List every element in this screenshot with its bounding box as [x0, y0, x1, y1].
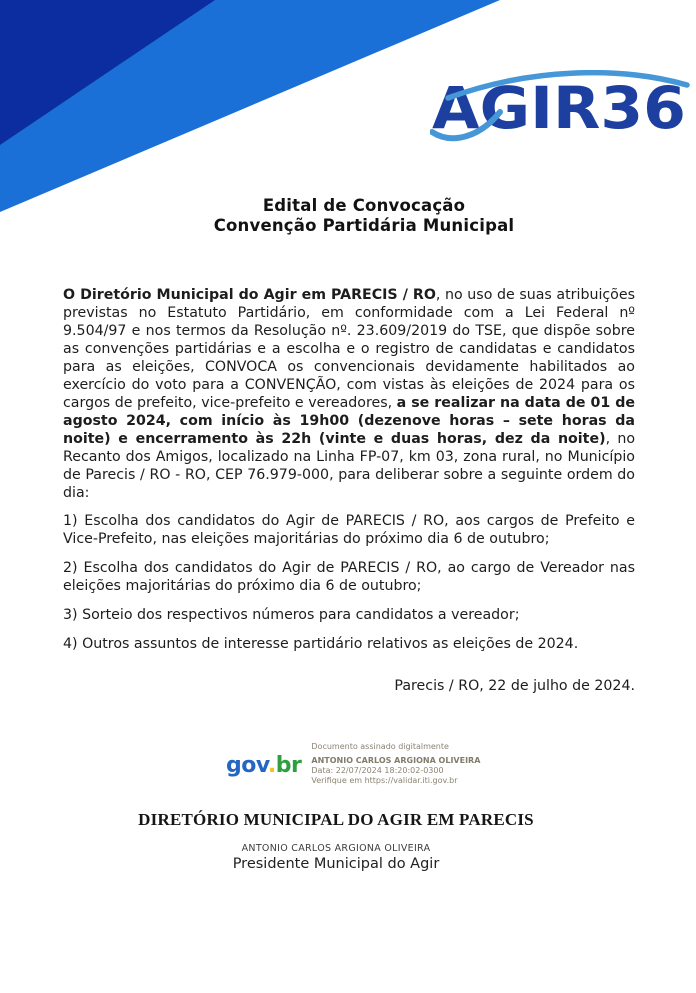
footer-organization: DIRETÓRIO MUNICIPAL DO AGIR EM PARECIS — [138, 810, 534, 829]
paragraph-schedule-bold: a se realizar na data de 01 de agosto 2024, com início às 19h00 (dezenove horas – sete horas da noite) e encerramento às 22h (vinte e duas horas, dez da noite) — [63, 395, 635, 447]
dateline: Parecis / RO, 22 de julho de 2024. — [394, 678, 635, 694]
agenda-item-2: 2) Escolha dos candidatos do Agir de PARECIS / RO, ao cargo de Vereador nas eleições majoritárias do próximo dia 6 de outubro; — [63, 560, 635, 594]
document-body — [63, 286, 635, 706]
paragraph-intro-bold: O Diretório Municipal do Agir em PARECIS / RO — [63, 287, 436, 303]
footer-president-name: ANTONIO CARLOS ARGIONA OLIVEIRA — [241, 843, 431, 854]
paragraph-text-a: , no uso de suas atribuições previstas no Estatuto Partidário, em conformidade com a Lei Federal nº 9.504/97 e nos termos da Resolução nº. 23.609/2019 do TSE, que dispõe sobre as convenções partidárias e a escolha e o registro de candidatas e candidatos para as eleições, CONVOCA os convencionais devidamente habilitados ao exercício do voto para a CONVENÇÃO, com vistas às eleições de 2024 para os cargos de prefeito, vice-prefeito e vereadores, — [63, 287, 635, 411]
corner-decoration — [0, 0, 500, 212]
govbr-logo-br: br — [275, 753, 302, 778]
title-line-2: Convenção Partidária Municipal — [213, 216, 515, 235]
agenda-item-1: 1) Escolha dos candidatos do Agir de PARECIS / RO, aos cargos de Prefeito e Vice-Prefeito, nas eleições majoritárias do próximo dia 6 de outubro; — [63, 513, 635, 547]
agenda-item-4: 4) Outros assuntos de interesse partidário relativos as eleições de 2024. — [63, 636, 579, 652]
body-paragraph — [63, 286, 635, 502]
agir36-logo — [430, 70, 690, 144]
agenda-item-3: 3) Sorteio dos respectivos números para candidatos a vereador; — [63, 607, 520, 623]
footer-president-role: Presidente Municipal do Agir — [232, 856, 440, 872]
signature-date: Data: 22/07/2024 18:20:02-0300 — [311, 766, 444, 775]
signature-details — [311, 742, 480, 786]
signature-signer-name: ANTONIO CARLOS ARGIONA OLIVEIRA — [311, 756, 481, 765]
govbr-logo-dot: . — [267, 753, 276, 778]
document-title — [32, 196, 696, 236]
title-line-1: Edital de Convocação — [262, 196, 466, 215]
logo-text: AGIR36 — [432, 74, 686, 142]
document-footer — [0, 810, 672, 872]
govbr-logo — [226, 755, 301, 777]
digital-signature-block — [226, 742, 480, 786]
signature-statement: Documento assinado digitalmente — [311, 742, 449, 751]
govbr-logo-gov: gov — [226, 753, 268, 778]
signature-verify-url: Verifique em https://validar.iti.gov.br — [311, 776, 458, 785]
paragraph-text-b: , no Recanto dos Amigos, localizado na Linha FP-07, km 03, zona rural, no Município de Parecis / RO - RO, CEP 76.979-000, para deliberar sobre a seguinte ordem do dia: — [63, 431, 635, 501]
